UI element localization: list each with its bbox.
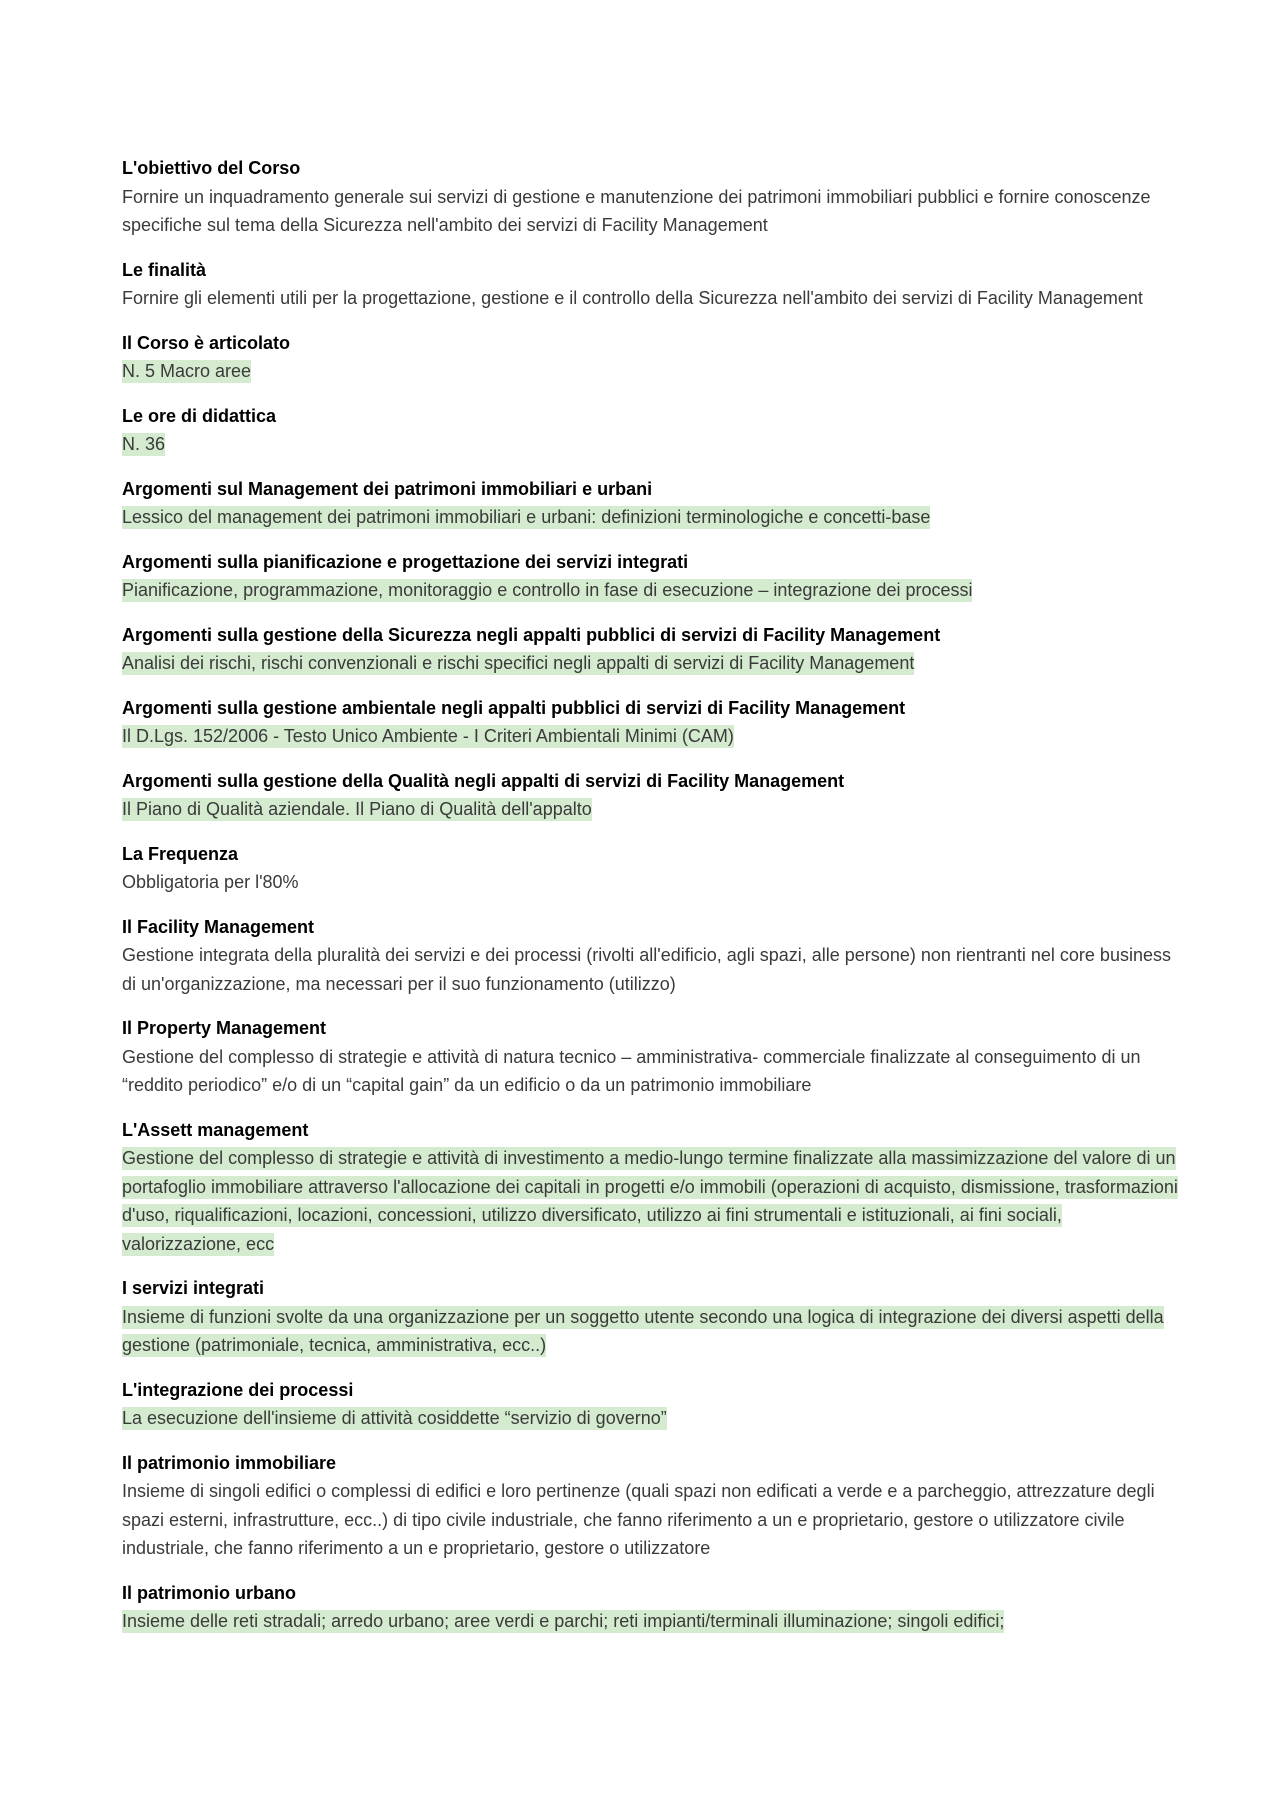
section-patrimonio-immobiliare <box>122 1449 1182 1563</box>
section-title: Il patrimonio urbano <box>122 1582 296 1603</box>
section-argomenti-sicurezza <box>122 621 1182 678</box>
section-text-highlighted: Gestione del complesso di strategie e attività di investimento a medio-lungo termine finalizzate alla massimizzazione del valore di un portafoglio immobiliare attraverso l'allocazione dei capitali in progetti e/o immobili (operazioni di acquisto, dismissione, trasformazioni d'uso, riqualificazioni, locazioni, concessioni, utilizzo diversificato, utilizzo ai fini strumentali e istituzionali, ai fini sociali, valorizzazione, ecc <box>122 1148 1178 1254</box>
section-title: Argomenti sulla gestione della Sicurezza negli appalti pubblici di servizi di Facility Management <box>122 624 941 645</box>
section-argomenti-management <box>122 475 1182 532</box>
section-text-highlighted: Analisi dei rischi, rischi convenzionali e rischi specifici negli appalti di servizi di Facility Management <box>122 653 915 673</box>
section-title: Il Facility Management <box>122 916 315 937</box>
section-text-highlighted: N. 5 Macro aree <box>122 361 252 381</box>
section-title: La Frequenza <box>122 843 239 864</box>
section-facility-management <box>122 913 1182 999</box>
section-text-highlighted: Il Piano di Qualità aziendale. Il Piano di Qualità dell'appalto <box>122 799 592 819</box>
section-title: Argomenti sulla gestione ambientale negli appalti pubblici di servizi di Facility Management <box>122 697 906 718</box>
section-title: L'integrazione dei processi <box>122 1379 354 1400</box>
section-title: Argomenti sulla pianificazione e progettazione dei servizi integrati <box>122 551 689 572</box>
section-title: I servizi integrati <box>122 1278 265 1298</box>
section-patrimonio-urbano <box>122 1579 1182 1636</box>
section-obiettivo <box>122 154 1182 240</box>
section-text: Insieme di singoli edifici o complessi di edifici e loro pertinenze (quali spazi non edificati a verde e a parcheggio, attrezzature degli spazi esterni, infrastrutture, ecc..) di tipo civile industriale, che fanno riferimento a un e proprietario, gestore o utilizzatore civile industriale, che fanno riferimento a un e proprietario, gestore o utilizzatore <box>122 1481 1155 1558</box>
section-integrazione-processi <box>122 1376 1182 1433</box>
section-title: Le finalità <box>122 259 207 280</box>
section-title: L'Assett management <box>122 1119 309 1140</box>
section-text: Fornire un inquadramento generale sui servizi di gestione e manutenzione dei patrimoni immobiliari pubblici e fornire conoscenze specifiche sul tema della Sicurezza nell'ambito dei servizi di Facility Management <box>122 186 1151 235</box>
section-title: Il Corso è articolato <box>122 332 291 353</box>
section-finalita <box>122 256 1182 313</box>
section-text-highlighted: Il D.Lgs. 152/2006 - Testo Unico Ambiente - I Criteri Ambientali Minimi (CAM) <box>122 726 734 746</box>
section-text: Gestione integrata della pluralità dei servizi e dei processi (rivolti all'edificio, agli spazi, alle persone) non rientranti nel core business di un'organizzazione, ma necessari per il suo funzionamento (utilizzo) <box>122 945 1171 994</box>
section-title: Il patrimonio immobiliare <box>122 1452 337 1473</box>
section-text: Fornire gli elementi utili per la progettazione, gestione e il controllo della Sicurezza nell'ambito dei servizi di Facility Management <box>122 288 1143 308</box>
section-articolazione <box>122 329 1182 386</box>
section-argomenti-pianificazione <box>122 548 1182 605</box>
section-title: Il Property Management <box>122 1018 327 1038</box>
section-ore-didattica <box>122 402 1182 459</box>
section-text-highlighted: N. 36 <box>122 434 166 454</box>
section-property-management <box>122 1014 1182 1100</box>
section-text-highlighted: Insieme delle reti stradali; arredo urbano; aree verdi e parchi; reti impianti/terminali illuminazione; singoli edifici; <box>122 1611 1005 1631</box>
section-text-highlighted: Lessico del management dei patrimoni immobiliari e urbani: definizioni terminologiche e concetti-base <box>122 507 931 527</box>
section-title: Argomenti sul Management dei patrimoni immobiliari e urbani <box>122 478 653 499</box>
section-argomenti-ambiente <box>122 694 1182 751</box>
section-text-highlighted: Insieme di funzioni svolte da una organizzazione per un soggetto utente secondo una logica di integrazione dei diversi aspetti della gestione (patrimoniale, tecnica, amministrativa, ecc..) <box>122 1306 1164 1355</box>
section-text-highlighted: Pianificazione, programmazione, monitoraggio e controllo in fase di esecuzione – integrazione dei processi <box>122 580 973 600</box>
document-page <box>122 154 1182 1652</box>
section-text-highlighted: La esecuzione dell'insieme di attività cosiddette “servizio di governo” <box>122 1408 667 1428</box>
section-text: Gestione del complesso di strategie e attività di natura tecnico – amministrativa- commerciale finalizzate al conseguimento di un “reddito periodico” e/o di un “capital gain” da un edificio o da un patrimonio immobiliare <box>122 1046 1141 1095</box>
section-argomenti-qualita <box>122 767 1182 824</box>
section-asset-management <box>122 1116 1182 1259</box>
section-title: Le ore di didattica <box>122 405 277 426</box>
section-title: L'obiettivo del Corso <box>122 158 301 178</box>
section-frequenza <box>122 840 1182 897</box>
section-servizi-integrati <box>122 1274 1182 1360</box>
section-text: Obbligatoria per l'80% <box>122 872 299 892</box>
section-title: Argomenti sulla gestione della Qualità negli appalti di servizi di Facility Management <box>122 770 845 791</box>
